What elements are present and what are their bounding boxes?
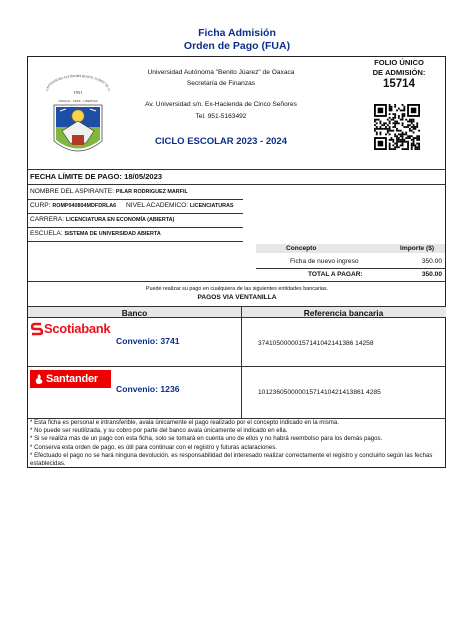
career-row	[30, 216, 174, 223]
svg-text:CIENCIA · ARTE · LIBERTAD: CIENCIA · ARTE · LIBERTAD	[58, 99, 98, 103]
total-amount: 350.00	[421, 271, 442, 278]
payment-note: Puede realizar su pago en cualquiera de las siguientes entidades bancarias.	[145, 286, 329, 292]
university-name: Universidad Autónoma "Benito Júarez" de Oaxaca	[147, 69, 295, 76]
svg-text:1951: 1951	[73, 90, 83, 95]
curp-value: ROMP040804MDFDRLA6	[52, 203, 117, 209]
santander-logo	[30, 370, 111, 388]
applicant-name-value: PILAR RODRIGUEZ MARFIL	[115, 189, 188, 195]
santander-reference: 10123605000001571410421413861 4285	[258, 389, 381, 396]
scotiabank-convenio: Convenio: 3741	[116, 336, 180, 346]
terms-notes	[30, 419, 444, 468]
career-label: CARRERA:	[30, 216, 65, 223]
academic-level-value: LICENCIATURAS	[189, 203, 234, 209]
curp-row	[30, 202, 116, 209]
applicant-name-row	[30, 188, 188, 195]
career-value: LICENCIATURA EN ECONOMÍA (ABIERTA)	[65, 217, 175, 223]
folio-label-line2: DE ADMISIÓN:	[372, 68, 426, 77]
reference-header: Referencia bancaria	[303, 308, 384, 318]
total-label: TOTAL A PAGAR:	[308, 271, 363, 278]
charge-item-amount: 350.00	[421, 258, 442, 265]
note-item: * Si se realiza más de un pago con esta ficha, solo se tomará en cuenta uno de ellos y no habrá reembolso para los demás pagos.	[30, 435, 383, 443]
payment-form	[27, 56, 446, 468]
scotiabank-reference: 37410500000157141042141386 14258	[258, 340, 374, 347]
academic-level-label: NIVEL ACADEMICO:	[126, 202, 189, 209]
santander-flame-icon	[33, 373, 45, 385]
charge-item: Ficha de nuevo ingreso	[290, 258, 359, 265]
document-title: Ficha Admisión	[198, 27, 276, 39]
svg-text:UNIVERSIDAD AUTÓNOMA BENITO JU: UNIVERSIDAD AUTÓNOMA BENITO JUÁREZ DE O	[44, 73, 112, 92]
university-address: Av. Universidad s/n. Ex-Hacienda de Cinco Señores	[145, 101, 297, 108]
payment-channel: PAGOS VIA VENTANILLA	[197, 294, 277, 301]
amount-header: Importe ($)	[400, 245, 435, 252]
santander-convenio: Convenio: 1236	[116, 384, 180, 394]
deadline-date: 18/05/2023	[124, 172, 163, 181]
university-phone: Tel. 951-5163492	[195, 113, 247, 120]
school-label: ESCUELA:	[30, 230, 63, 237]
note-item: * No puede ser reutilizada, y su cobro por parte del banco avala únicamente el indicado en ella.	[30, 427, 288, 435]
note-item: * Esta ficha es personal e intransferible, avala únicamente el pago realizado por el concepto indicado en la misma.	[30, 419, 339, 426]
bank-header: Banco	[121, 308, 148, 318]
school-value: SISTEMA DE UNIVERSIDAD ABIERTA	[64, 231, 161, 237]
curp-label: CURP:	[30, 202, 51, 209]
payment-deadline	[30, 172, 162, 181]
scotiabank-s-icon	[31, 322, 43, 336]
concept-header: Concepto	[286, 245, 317, 252]
academic-level-row	[126, 202, 234, 209]
finance-department: Secretaría de Finanzas	[186, 80, 256, 87]
santander-wordmark: Santander	[46, 373, 98, 385]
applicant-name-label: NOMBRE DEL ASPIRANTE:	[30, 188, 115, 195]
scotiabank-logo	[31, 321, 110, 336]
folio-label-line1: FOLIO ÚNICO	[374, 58, 424, 67]
note-item: * Conserva esta orden de pago, es útil para continuar con el registro y futuras aclaraciones.	[30, 443, 277, 451]
scotiabank-wordmark: Scotiabank	[44, 321, 111, 336]
note-item: * Efectuado el pago no se hará ninguna devolución. es responsabilidad del interesado realizar correctamente el registro y concluirlo según las fechas establecidas.	[30, 451, 433, 468]
folio-number: 15714	[383, 78, 415, 90]
deadline-label: FECHA LÍMITE DE PAGO:	[30, 172, 122, 181]
qr-code	[374, 104, 420, 150]
document-subtitle: Orden de Pago (FUA)	[183, 40, 291, 52]
school-row	[30, 230, 161, 237]
school-cycle: CICLO ESCOLAR 2023 - 2024	[155, 136, 287, 147]
